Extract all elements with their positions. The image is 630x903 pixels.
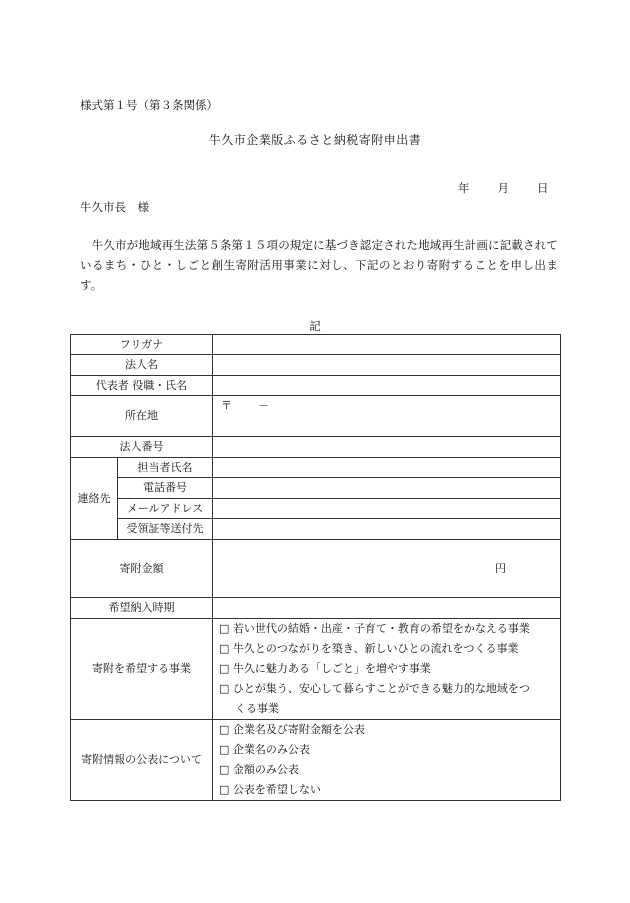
postal-code: [221, 399, 269, 413]
payment-time-label: 希望納入時期: [71, 598, 213, 619]
postal-mark: 〒: [221, 399, 233, 412]
date-day: 日: [537, 181, 549, 195]
row-receipt-address: [71, 519, 561, 540]
furigana-field[interactable]: [213, 335, 561, 355]
disclosure-options: [213, 720, 561, 801]
application-form-table: [70, 334, 561, 801]
payment-time-field[interactable]: [213, 598, 561, 619]
body-paragraph: 牛久市が地域再生法第５条第１５項の規定に基づき認定された地域再生計画に記載されているまち・ひと・しごと創生寄附活用事業に対し、下記のとおり寄附することを申し出ます。: [80, 238, 558, 292]
project-option-jobs[interactable]: □ 牛久に魅力ある「しごと」を増やす事業: [219, 662, 431, 675]
disclosure-option-name-amount[interactable]: □ 企業名及び寄附金額を公表: [219, 723, 365, 736]
row-projects: [71, 619, 561, 720]
furigana-label: フリガナ: [71, 335, 213, 355]
contact-person-label: 担当者氏名: [118, 458, 213, 478]
projects-label: 寄附を希望する事業: [71, 619, 213, 720]
date-month: 月: [497, 181, 509, 195]
donation-amount-label: 寄附金額: [71, 540, 213, 598]
date-line: [458, 180, 549, 196]
address-field[interactable]: [213, 396, 561, 437]
disclosure-option-name-only[interactable]: □ 企業名のみ公表: [219, 743, 310, 756]
address-label: 所在地: [71, 396, 213, 437]
project-option-youth[interactable]: □ 若い世代の結婚・出産・子育て・教育の希望をかなえる事業: [219, 622, 530, 635]
row-phone: [71, 478, 561, 499]
disclosure-option-amount-only[interactable]: □ 金額のみ公表: [219, 763, 299, 776]
email-label: メールアドレス: [118, 499, 213, 519]
postal-dash: －: [258, 399, 270, 412]
project-option-connection[interactable]: □ 牛久とのつながりを築き、新しいひとの流れをつくる事業: [219, 642, 519, 655]
row-corp-name: [71, 355, 561, 376]
projects-options: [213, 619, 561, 720]
phone-label: 電話番号: [118, 478, 213, 499]
yen-unit: 円: [495, 561, 507, 575]
disclosure-option-none[interactable]: □ 公表を希望しない: [219, 783, 321, 796]
row-contact-person: [71, 458, 561, 478]
corp-name-field[interactable]: [213, 355, 561, 376]
record-mark: 記: [309, 319, 321, 333]
row-furigana: [71, 335, 561, 355]
corp-name-label: 法人名: [71, 355, 213, 376]
date-year: 年: [458, 181, 470, 195]
row-email: [71, 499, 561, 519]
representative-label: 代表者 役職・氏名: [71, 376, 213, 396]
contact-label: 連絡先: [71, 458, 118, 540]
email-field[interactable]: [213, 499, 561, 519]
row-address: [71, 396, 561, 437]
contact-person-field[interactable]: [213, 458, 561, 478]
disclosure-label: 寄附情報の公表について: [71, 720, 213, 801]
document-title: 牛久市企業版ふるさと納税寄附申出書: [208, 133, 422, 147]
row-donation-amount: [71, 540, 561, 598]
donation-amount-field[interactable]: [213, 540, 561, 598]
project-option-community[interactable]: □ ひとが集う、安心して暮らすことができる魅力的な地域をつ: [219, 682, 530, 695]
phone-field[interactable]: [213, 478, 561, 499]
form-number: 様式第１号（第３条関係）: [80, 98, 218, 112]
row-corp-number: [71, 437, 561, 458]
representative-field[interactable]: [213, 376, 561, 396]
addressee: 牛久市長 様: [80, 200, 149, 214]
corp-number-field[interactable]: [213, 437, 561, 458]
project-option-community-continuation: くる事業: [235, 702, 280, 715]
receipt-address-label: 受領証等送付先: [118, 519, 213, 540]
row-payment-time: [71, 598, 561, 619]
corp-number-label: 法人番号: [71, 437, 213, 458]
row-representative: [71, 376, 561, 396]
receipt-address-field[interactable]: [213, 519, 561, 540]
row-disclosure: [71, 720, 561, 801]
